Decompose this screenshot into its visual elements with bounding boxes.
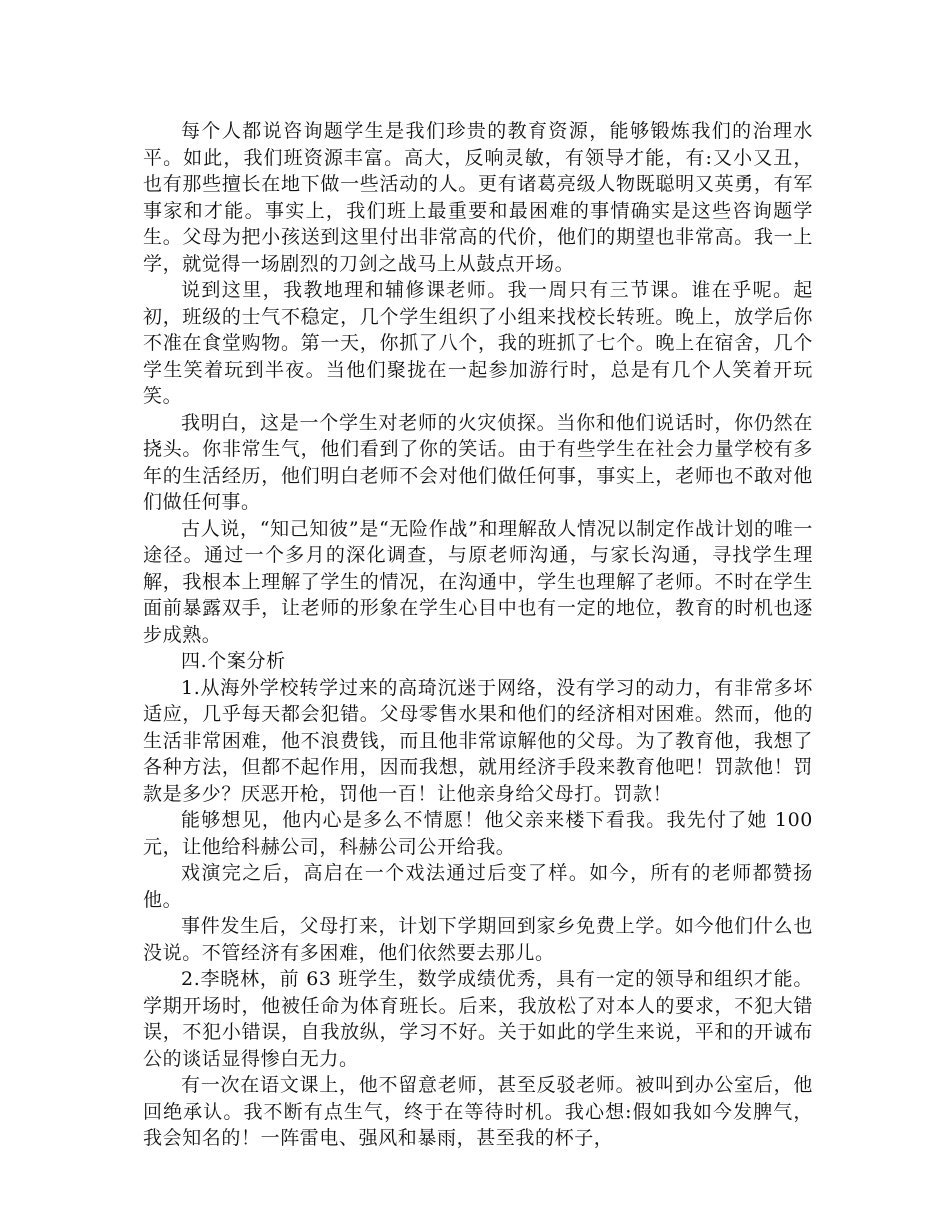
paragraph: 有一次在语文课上，他不留意老师，甚至反驳老师。被叫到办公室后，他回绝承认。我不断有点生气，终于在等待时机。我心想:假如我如今发脾气，我会知名的！一阵雷电、强风和暴雨，甚至我的杯子， (143, 1074, 813, 1149)
paragraph: 戏演完之后，高启在一个戏法通过后变了样。如今，所有的老师都赞扬他。 (143, 862, 813, 911)
paragraph: 每个人都说咨询题学生是我们珍贵的教育资源，能够锻炼我们的治理水平。如此，我们班资源丰富。高大，反响灵敏，有领导才能，有:又小又丑，也有那些擅长在地下做一些活动的人。更有诸葛亮级人物既聪明又英勇，有军事家和才能。事实上，我们班上最重要和最困难的事情确实是这些咨询题学生。父母为把小孩送到这里付出非常高的代价，他们的期望也非常高。我一上学，就觉得一场剧烈的刀剑之战马上从鼓点开场。 (143, 120, 813, 275)
paragraph: 我明白，这是一个学生对老师的火灾侦探。当你和他们说话时，你仍然在挠头。你非常生气，他们看到了你的笑话。由于有些学生在社会力量学校有多年的生活经历，他们明白老师不会对他们做任何事，事实上，老师也不敢对他们做任何事。 (143, 411, 813, 513)
paragraph: 古人说，“知己知彼”是“无险作战”和理解敌人情况以制定作战计划的唯一途径。通过一个多月的深化调查，与原老师沟通，与家长沟通，寻找学生理解，我根本上理解了学生的情况，在沟通中，学生也理解了老师。不时在学生面前暴露双手，让老师的形象在学生心目中也有一定的地位，教育的时机也逐步成熟。 (143, 517, 813, 646)
paragraph: 能够想见，他内心是多么不情愿！他父亲来楼下看我。我先付了她 100 元，让他给科赫公司，科赫公司公开给我。 (143, 809, 813, 858)
paragraph: 1.从海外学校转学过来的高琦沉迷于网络，没有学习的动力，有非常多坏适应，几乎每天都会犯错。父母零售水果和他们的经济相对困难。然而，他的生活非常困难，他不浪费钱，而且他非常谅解他的父母。为了教育他，我想了各种方法，但都不起作用，因而我想，就用经济手段来教育他吧！罚款他！罚款是多少？厌恶开枪，罚他一百！让他亲身给父母打。罚款！ (143, 676, 813, 805)
paragraph: 2.李晓林，前 63 班学生，数学成绩优秀，具有一定的领导和组织才能。学期开场时，他被任命为体育班长。后来，我放松了对本人的要求，不犯大错误，不犯小错误，自我放纵，学习不好。关于如此的学生来说，平和的开诚布公的谈话显得惨白无力。 (143, 968, 813, 1070)
paragraph: 说到这里，我教地理和辅修课老师。我一周只有三节课。谁在乎呢。起初，班级的士气不稳定，几个学生组织了小组来找校长转班。晚上，放学后你不准在食堂购物。第一天，你抓了八个，我的班抓了七个。晚上在宿舍，几个学生笑着玩到半夜。当他们聚拢在一起参加游行时，总是有几个人笑着开玩笑。 (143, 279, 813, 407)
document-body (143, 118, 813, 1152)
section-heading: 四.个案分析 (181, 650, 286, 672)
paragraph: 事件发生后，父母打来，计划下学期回到家乡免费上学。如今他们什么也没说。不管经济有多困难，他们依然要去那儿。 (143, 915, 813, 964)
